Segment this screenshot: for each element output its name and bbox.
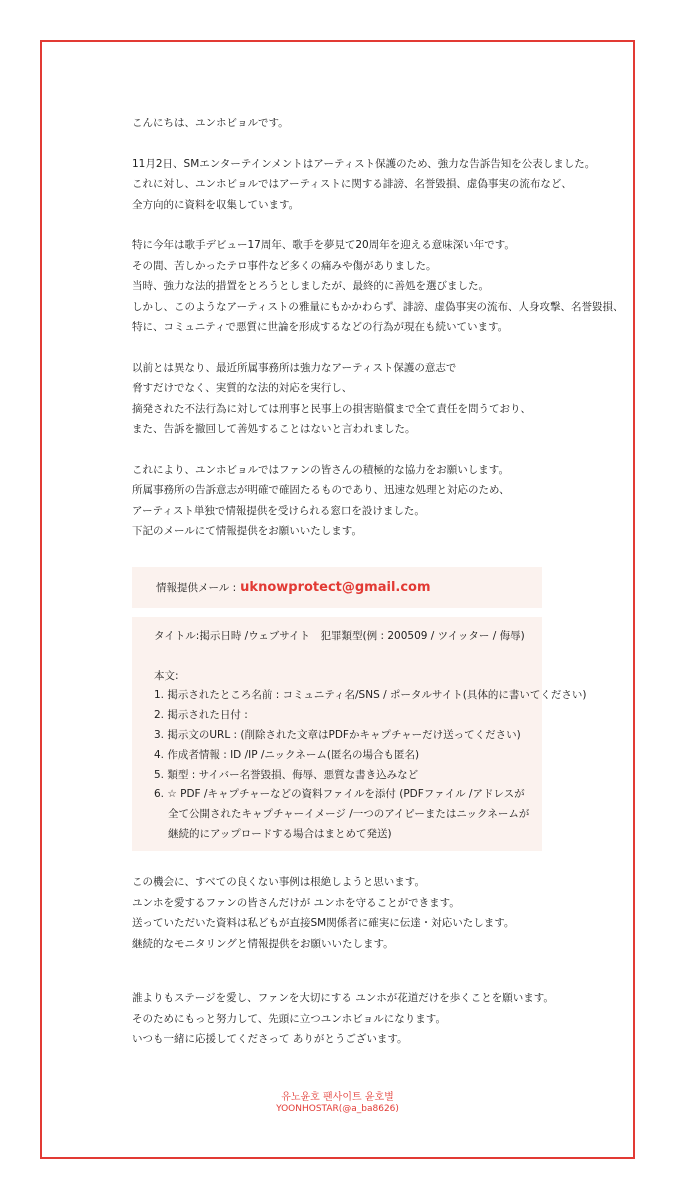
text-line: ユンホを愛するファンの皆さんだけが ユンホを守ることができます。 <box>132 896 460 909</box>
text-line: 摘発された不法行為に対しては刑事と民事上の損害賠償まで全て責任を問うており、 <box>132 402 531 415</box>
title-format-line: タイトル:掲示日時 /ウェブサイト 犯罪類型(例 : 200509 / ツイッター / 侮辱) <box>154 630 525 642</box>
text-line: 継続的なモニタリングと情報提供をお願いいたします。 <box>132 937 394 950</box>
list-item-continued: 全て公開されたキャプチャーイメージ /一つのアイピーまたはニックネームが <box>168 808 530 821</box>
text-line: また、告訴を撤回して善処することはないと言われました。 <box>132 423 416 435</box>
spacer <box>154 647 542 667</box>
text-line: いつも一緒に応援してくださって ありがとうございます。 <box>132 1033 408 1045</box>
text-line: そのためにもっと努力して、先頭に立つユンホビョルになります。 <box>132 1012 446 1025</box>
text-line: 特に、コミュニティで悪質に世論を形成するなどの行為が現在も続いています。 <box>132 321 509 333</box>
paragraph-history <box>132 235 624 338</box>
email-box <box>132 567 542 608</box>
text-line: 当時、強力な法的措置をとろうとしましたが、最終的に善処を選びました。 <box>132 280 489 292</box>
final-paragraph <box>132 988 552 1050</box>
text-line: 脅すだけでなく、実質的な法的対応を実行し、 <box>132 382 353 394</box>
letter-body <box>132 113 624 542</box>
list-item: 5. 類型 : サイバー名誉毀損、侮辱、悪質な書き込みなど <box>154 768 419 781</box>
list-item: 1. 掲示されたところ名前 : コミュニティ名/SNS / ポータルサイト(具体的に書いてください) <box>154 689 587 702</box>
signature-korean: 유노윤호 팬사이트 윤호별 <box>281 1092 394 1103</box>
text-line: これに対し、ユンホビョルではアーティストに関する誹謗、名誉毀損、虚偽事実の流布など、 <box>132 178 572 190</box>
body-label: 本文: <box>154 669 179 682</box>
list-item-continued: 継続的にアップロードする場合はまとめて発送) <box>168 827 392 840</box>
text-line: 特に今年は歌手デビュー17周年、歌手を夢見て20周年を迎える意味深い年です。 <box>132 239 515 251</box>
list-item: 6. ☆ PDF /キャプチャーなどの資料ファイルを添付 (PDFファイル /アドレスが <box>154 788 525 801</box>
text-line: アーティスト単独で情報提供を受けられる窓口を設けました。 <box>132 504 425 517</box>
email-address-link[interactable]: uknowprotect@gmail.com <box>240 580 431 595</box>
text-line: 送っていただいた資料は私どもが直接SM関係者に確実に伝達・対応いたします。 <box>132 917 515 929</box>
list-item: 2. 掲示された日付 : <box>154 709 248 722</box>
text-line: しかし、このようなアーティストの雅量にもかかわらず、誹謗、虚偽事実の流布、人身攻撃、名誉毀損、 <box>132 300 624 313</box>
signature-handle: YOONHOSTAR(@a_ba8626) <box>276 1104 399 1114</box>
text-line: その間、苦しかったテロ事件など多くの痛みや傷がありました。 <box>132 259 437 272</box>
greeting <box>132 113 552 134</box>
closing-paragraph <box>132 872 552 954</box>
email-label: 情報提供メール : <box>156 582 237 594</box>
text-line: 誰よりもステージを愛し、ファンを大切にする ユンホが花道だけを歩くことを願います。 <box>132 992 554 1004</box>
text-line: 下記のメールにて情報提供をお願いいたします。 <box>132 525 362 537</box>
text-line: 全方向的に資料を収集しています。 <box>132 198 300 211</box>
text-line: 11月2日、SMエンターテインメントはアーティスト保護のため、強力な告訴告知を公表しました。 <box>132 157 596 170</box>
list-item: 4. 作成者情報 : ID /IP /ニックネーム(匿名の場合も匿名) <box>154 748 420 761</box>
greeting-line: こんにちは、ユンホビョルです。 <box>132 117 289 129</box>
text-line: 所属事務所の告訴意志が明確で確固たるものであり、迅速な処理と対応のため、 <box>132 484 510 496</box>
text-line: この機会に、すべての良くない事例は根絶しようと思います。 <box>132 876 425 888</box>
list-item: 3. 掲示文のURL : (削除された文章はPDFかキャプチャーだけ送ってください) <box>154 728 521 741</box>
paragraph-request <box>132 460 552 542</box>
text-line: これにより、ユンホビョルではファンの皆さんの積極的な協力をお願いします。 <box>132 463 509 476</box>
paragraph-announcement <box>132 154 596 216</box>
paragraph-agency <box>132 358 552 440</box>
text-line: 以前とは異なり、最近所属事務所は強力なアーティスト保護の意志で <box>132 361 457 374</box>
report-format-box <box>132 617 587 851</box>
